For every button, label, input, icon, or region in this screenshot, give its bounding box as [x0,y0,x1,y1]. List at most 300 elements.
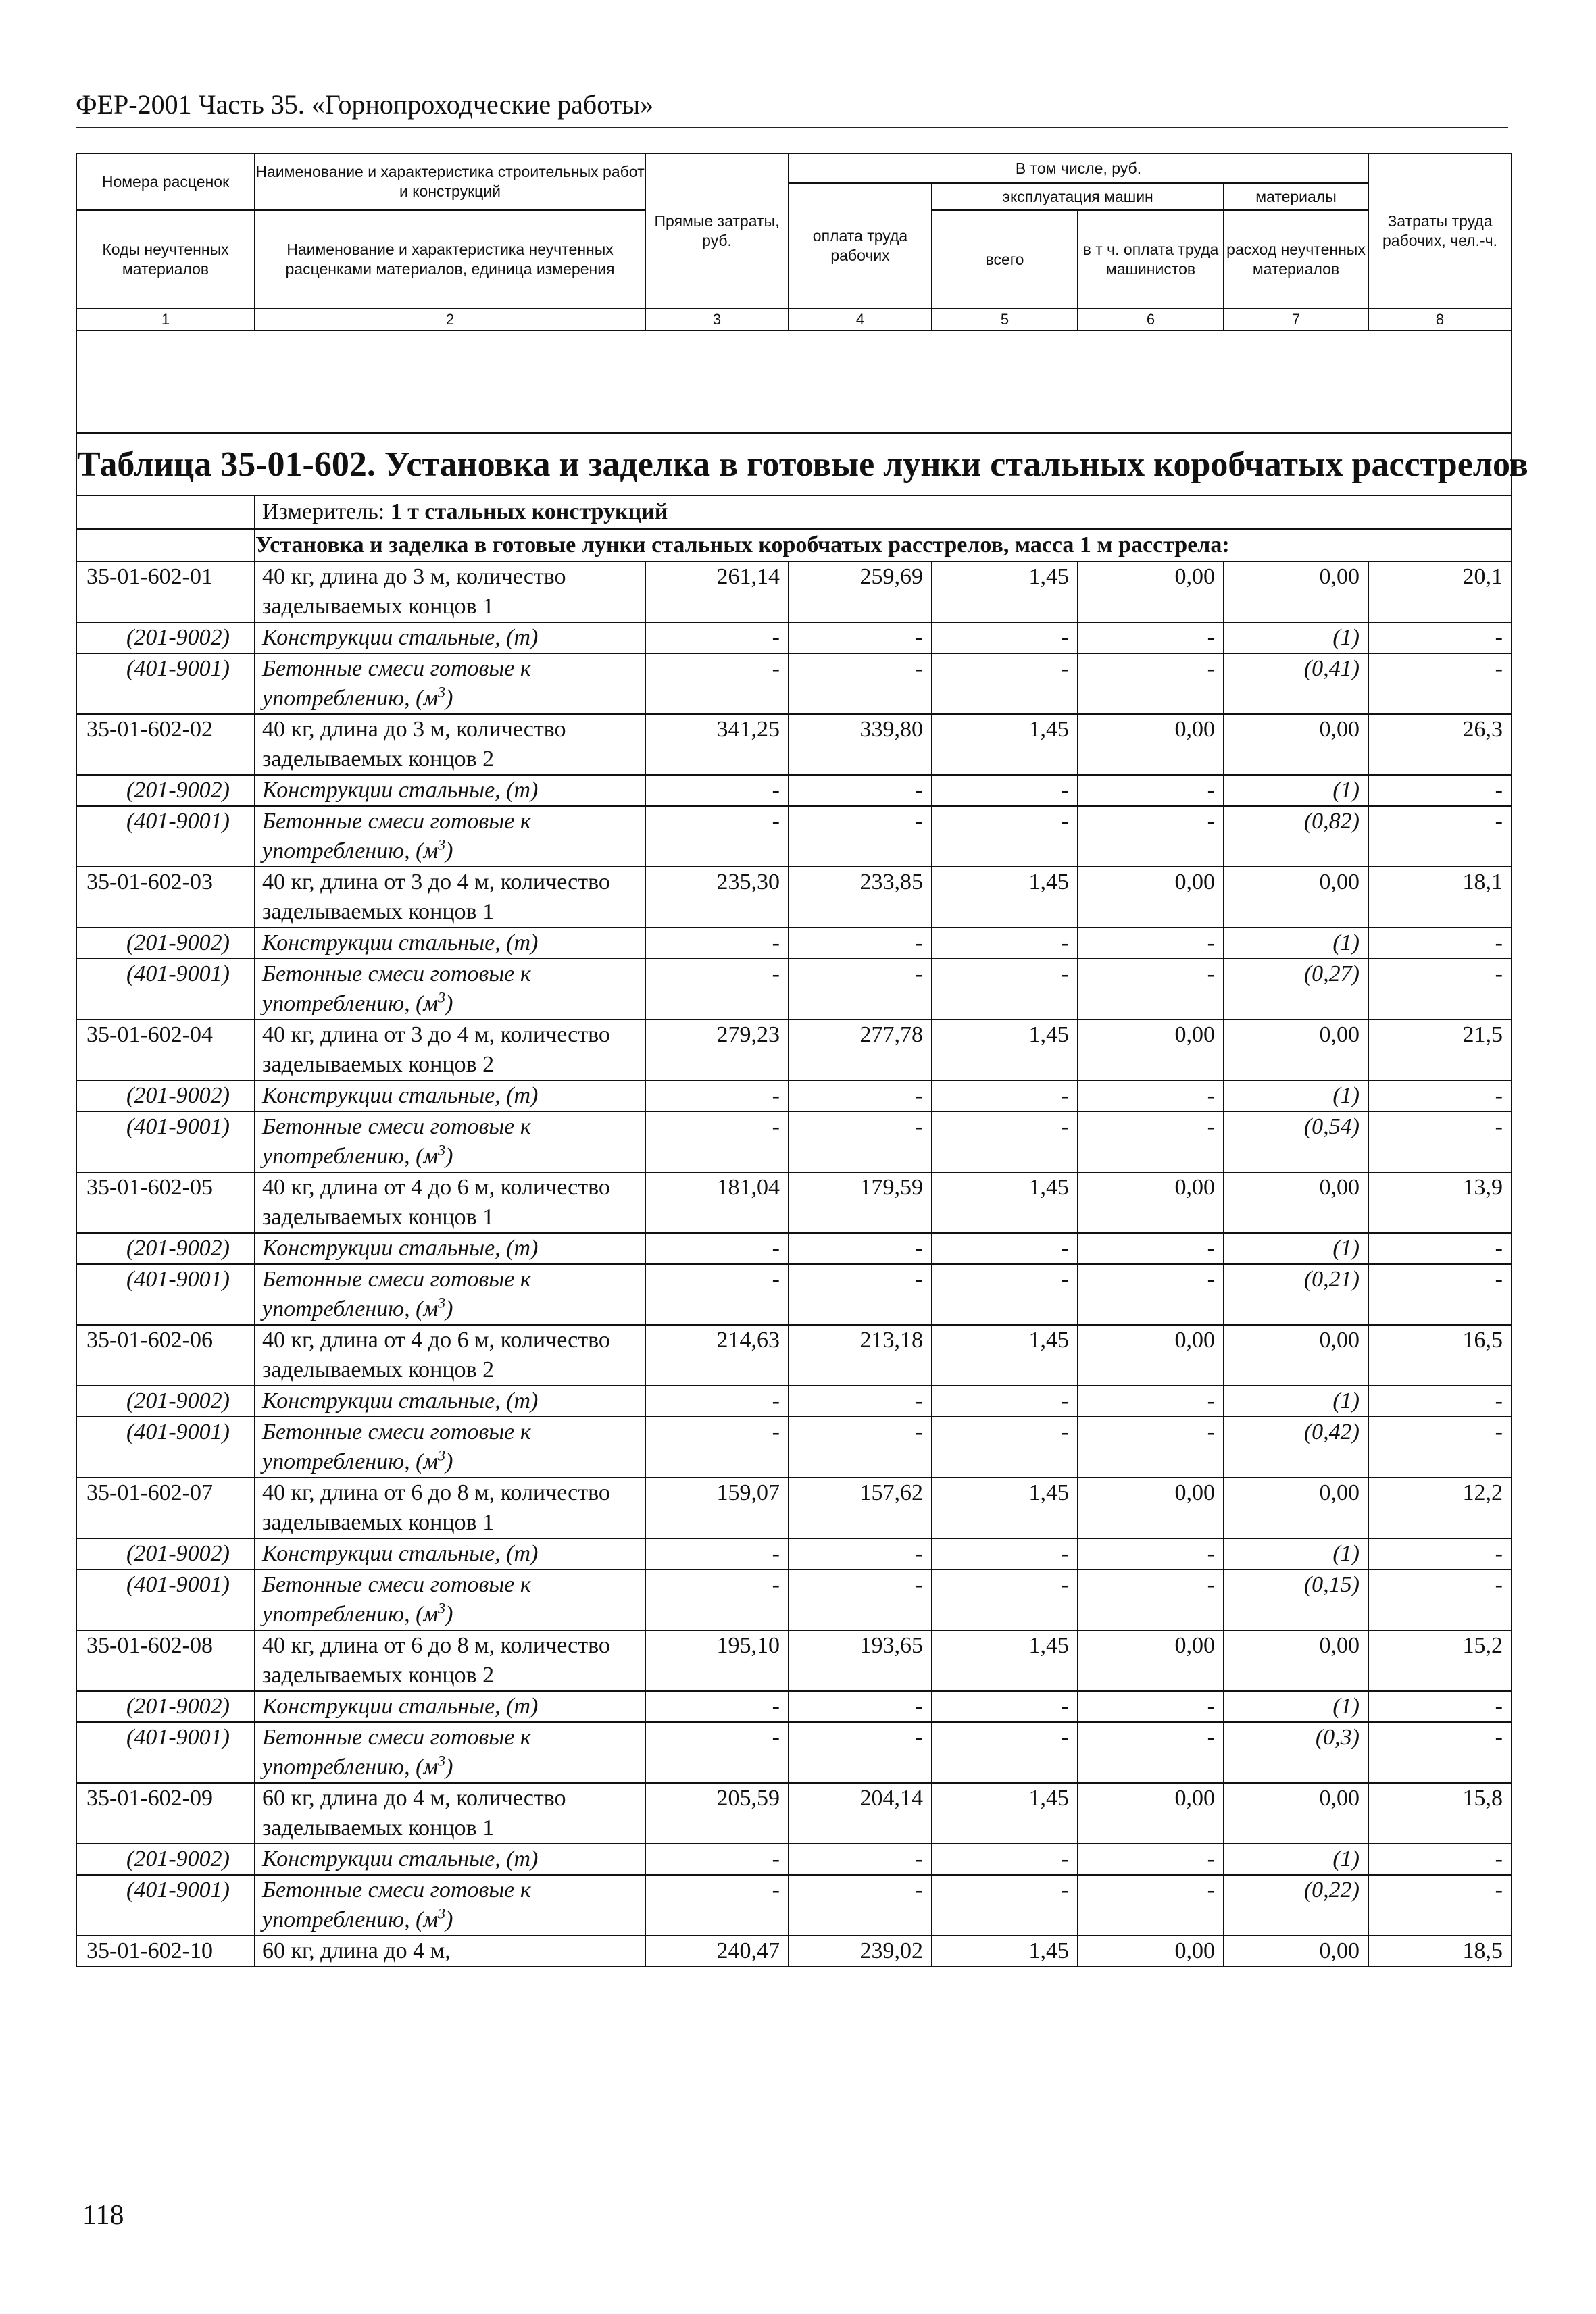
material-value: (1) [1224,928,1368,959]
material-description [255,1417,645,1478]
header-material-description: Наименование и характеристика неучтенных расценками материалов, единица измерения [255,210,645,309]
rate-code: 35-01-602-04 [76,1020,255,1080]
material-row [76,1233,1512,1264]
direct-costs: 235,30 [645,867,789,928]
material-value: - [1368,1080,1512,1111]
material-value: - [645,1875,789,1936]
column-number: 8 [1368,309,1512,330]
material-description [255,653,645,714]
material-description [255,1722,645,1783]
material-name: Бетонные смеси готовые к употреблению, (м [262,1267,531,1322]
table-title: Таблица 35-01-602. Установка и заделка в готовые лунки стальных коробчатых расстрелов [76,433,1512,495]
material-value: - [1078,1569,1224,1630]
material-value: - [1368,1875,1512,1936]
material-name: Конструкции стальные, (т) [262,1236,539,1261]
material-value: - [1078,1264,1224,1325]
material-row [76,959,1512,1020]
rate-description: 40 кг, длина от 6 до 8 м, количество заделываемых концов 2 [255,1630,645,1691]
machines-total: 1,45 [932,1172,1078,1233]
labor-hours: 13,9 [1368,1172,1512,1233]
material-value: - [645,1264,789,1325]
machinist-pay: 0,00 [1078,1325,1224,1386]
rate-code: 35-01-602-10 [76,1936,255,1967]
material-value: - [1368,1264,1512,1325]
header-material-consumption: расход неучтенных материалов [1224,210,1368,309]
material-value: - [1078,1417,1224,1478]
material-row [76,928,1512,959]
unit-exponent: 3 [438,1599,446,1617]
material-value: - [645,1538,789,1569]
material-value: - [932,1691,1078,1722]
material-value: - [789,928,932,959]
material-value: - [1078,622,1224,653]
material-row [76,1417,1512,1478]
material-value: - [932,1264,1078,1325]
material-value: - [789,1111,932,1172]
material-description [255,1233,645,1264]
material-value: - [645,1080,789,1111]
rate-code: 35-01-602-03 [76,867,255,928]
worker-pay: 179,59 [789,1172,932,1233]
material-name: Конструкции стальные, (т) [262,1388,539,1413]
material-value: - [645,622,789,653]
material-name: Бетонные смеси готовые к употреблению, (м [262,961,531,1016]
material-value: (0,3) [1224,1722,1368,1783]
header-worker-pay: оплата труда рабочих [789,183,932,309]
meter-blank-cell [76,495,255,529]
material-value: - [932,1722,1078,1783]
material-name: Конструкции стальные, (т) [262,1846,539,1871]
material-description [255,806,645,867]
header-direct-costs: Прямые затраты, руб. [645,153,789,309]
rate-description: 40 кг, длина от 4 до 6 м, количество заделываемых концов 2 [255,1325,645,1386]
materials-cost: 0,00 [1224,1478,1368,1538]
material-value: - [1368,1417,1512,1478]
material-code: (201-9002) [76,1233,255,1264]
header-rate-numbers: Номера расценок [76,153,255,210]
materials-cost: 0,00 [1224,714,1368,775]
material-value: (0,41) [1224,653,1368,714]
material-value: - [1078,1691,1224,1722]
material-code: (201-9002) [76,1080,255,1111]
rate-row [76,1172,1512,1233]
materials-cost: 0,00 [1224,1630,1368,1691]
worker-pay: 233,85 [789,867,932,928]
material-row [76,1111,1512,1172]
material-code: (401-9001) [76,1722,255,1783]
rate-code: 35-01-602-06 [76,1325,255,1386]
material-name: Конструкции стальные, (т) [262,930,539,955]
material-value: (1) [1224,1538,1368,1569]
rate-row [76,867,1512,928]
material-value: - [1368,1691,1512,1722]
unit-tail: ) [445,1297,453,1322]
material-value: - [645,1691,789,1722]
rates-table [76,153,1528,1967]
material-description [255,1080,645,1111]
materials-cost: 0,00 [1224,1783,1368,1844]
blank-area [76,330,1512,433]
rate-row [76,561,1512,622]
material-value: - [932,1538,1078,1569]
material-value: (0,21) [1224,1264,1368,1325]
material-value: - [645,775,789,806]
material-name: Бетонные смеси готовые к употреблению, (м [262,1572,531,1627]
direct-costs: 240,47 [645,1936,789,1967]
labor-hours: 12,2 [1368,1478,1512,1538]
column-number: 2 [255,309,645,330]
material-description [255,959,645,1020]
machinist-pay: 0,00 [1078,867,1224,928]
material-description [255,1875,645,1936]
labor-hours: 18,5 [1368,1936,1512,1967]
material-value: - [1368,775,1512,806]
material-code: (201-9002) [76,928,255,959]
material-value: - [789,1844,932,1875]
column-numbers-row [76,309,1512,330]
material-value: - [645,1569,789,1630]
material-value: - [932,1111,1078,1172]
material-value: - [1078,775,1224,806]
material-value: - [932,653,1078,714]
material-value: - [932,1417,1078,1478]
section-heading: Установка и заделка в готовые лунки стальных коробчатых расстрелов, масса 1 м расстрела: [255,529,1512,561]
materials-cost: 0,00 [1224,1936,1368,1967]
material-name: Конструкции стальные, (т) [262,1083,539,1108]
unit-tail: ) [445,1449,453,1474]
unit-exponent: 3 [438,1905,446,1922]
worker-pay: 277,78 [789,1020,932,1080]
section-blank-cell [76,529,255,561]
worker-pay: 239,02 [789,1936,932,1967]
material-value: - [1078,1875,1224,1936]
material-value: - [645,1417,789,1478]
material-code: (201-9002) [76,1538,255,1569]
direct-costs: 205,59 [645,1783,789,1844]
material-code: (401-9001) [76,806,255,867]
labor-hours: 20,1 [1368,561,1512,622]
machinist-pay: 0,00 [1078,1936,1224,1967]
material-description [255,1844,645,1875]
materials-cost: 0,00 [1224,1325,1368,1386]
material-value: - [1078,1111,1224,1172]
rate-code: 35-01-602-05 [76,1172,255,1233]
machines-total: 1,45 [932,1783,1078,1844]
rate-code: 35-01-602-07 [76,1478,255,1538]
material-code: (401-9001) [76,1875,255,1936]
material-description [255,1691,645,1722]
machines-total: 1,45 [932,1478,1078,1538]
unit-exponent: 3 [438,1141,446,1159]
material-value: - [1368,1111,1512,1172]
unit-tail: ) [445,991,453,1016]
unit-tail: ) [445,1602,453,1627]
rate-row [76,1783,1512,1844]
material-value: - [1078,928,1224,959]
material-code: (201-9002) [76,1844,255,1875]
material-value: - [932,1569,1078,1630]
material-description [255,1569,645,1630]
material-value: - [932,1080,1078,1111]
header-machines-total: всего [932,210,1078,309]
material-value: (1) [1224,1691,1368,1722]
material-value: (0,27) [1224,959,1368,1020]
material-value: - [789,1233,932,1264]
material-value: - [645,653,789,714]
material-value: - [1368,1844,1512,1875]
labor-hours: 18,1 [1368,867,1512,928]
material-code: (201-9002) [76,622,255,653]
material-value: (1) [1224,1080,1368,1111]
material-name: Бетонные смеси готовые к употреблению, (м [262,809,531,863]
unit-tail: ) [445,1755,453,1780]
direct-costs: 341,25 [645,714,789,775]
material-value: - [932,1386,1078,1417]
material-name: Бетонные смеси готовые к употреблению, (м [262,1725,531,1780]
material-row [76,622,1512,653]
rate-row [76,1325,1512,1386]
material-code: (401-9001) [76,1264,255,1325]
material-name: Конструкции стальные, (т) [262,1694,539,1719]
header-work-description: Наименование и характеристика строительных работ и конструкций [255,153,645,210]
material-value: - [1078,1233,1224,1264]
material-description [255,1111,645,1172]
material-value: - [789,1538,932,1569]
rate-row [76,714,1512,775]
material-name: Бетонные смеси готовые к употреблению, (м [262,1878,531,1932]
material-value: - [645,1233,789,1264]
unit-exponent: 3 [438,1294,446,1311]
measurement-prefix: Измеритель: [262,499,391,524]
column-number: 6 [1078,309,1224,330]
material-value: - [789,1875,932,1936]
material-description [255,1386,645,1417]
machinist-pay: 0,00 [1078,1478,1224,1538]
unit-tail: ) [445,1907,453,1932]
rate-row [76,1478,1512,1538]
materials-cost: 0,00 [1224,561,1368,622]
material-value: (0,22) [1224,1875,1368,1936]
material-value: (1) [1224,622,1368,653]
worker-pay: 157,62 [789,1478,932,1538]
direct-costs: 159,07 [645,1478,789,1538]
machinist-pay: 0,00 [1078,1020,1224,1080]
rate-row [76,1630,1512,1691]
material-value: (0,42) [1224,1417,1368,1478]
material-value: - [789,959,932,1020]
material-name: Бетонные смеси готовые к употреблению, (м [262,656,531,711]
material-description [255,622,645,653]
measurement-value: 1 т стальных конструкций [390,499,668,524]
material-value: - [932,622,1078,653]
material-value: - [645,959,789,1020]
machinist-pay: 0,00 [1078,561,1224,622]
unit-exponent: 3 [438,683,446,701]
rate-description: 40 кг, длина от 6 до 8 м, количество заделываемых концов 1 [255,1478,645,1538]
material-code: (401-9001) [76,959,255,1020]
material-value: - [1368,1722,1512,1783]
unit-tail: ) [445,1144,453,1169]
material-value: - [789,806,932,867]
direct-costs: 195,10 [645,1630,789,1691]
machinist-pay: 0,00 [1078,1172,1224,1233]
material-value: - [1368,622,1512,653]
material-value: - [1368,653,1512,714]
machinist-pay: 0,00 [1078,1630,1224,1691]
material-row [76,653,1512,714]
machines-total: 1,45 [932,1325,1078,1386]
material-value: - [932,1875,1078,1936]
material-name: Конструкции стальные, (т) [262,1541,539,1566]
machines-total: 1,45 [932,561,1078,622]
material-row [76,806,1512,867]
worker-pay: 259,69 [789,561,932,622]
rate-row [76,1020,1512,1080]
material-code: (201-9002) [76,1386,255,1417]
material-code: (401-9001) [76,1569,255,1630]
machinist-pay: 0,00 [1078,1783,1224,1844]
column-number: 7 [1224,309,1368,330]
material-value: - [645,1722,789,1783]
rate-description: 40 кг, длина до 3 м, количество заделываемых концов 1 [255,561,645,622]
material-value: - [1368,1386,1512,1417]
machines-total: 1,45 [932,867,1078,928]
rate-description: 40 кг, длина от 3 до 4 м, количество заделываемых концов 1 [255,867,645,928]
material-value: - [1368,1569,1512,1630]
materials-cost: 0,00 [1224,1172,1368,1233]
material-value: - [789,1080,932,1111]
page-number: 118 [82,2200,124,2231]
material-value: - [1078,1722,1224,1783]
material-value: - [932,775,1078,806]
material-value: - [789,1264,932,1325]
machines-total: 1,45 [932,714,1078,775]
material-name: Конструкции стальные, (т) [262,625,539,650]
material-value: - [932,806,1078,867]
worker-pay: 213,18 [789,1325,932,1386]
unit-exponent: 3 [438,1447,446,1464]
header-material-codes: Коды неучтенных материалов [76,210,255,309]
header-materials: материалы [1224,183,1368,210]
rate-description: 40 кг, длина от 4 до 6 м, количество заделываемых концов 1 [255,1172,645,1233]
material-value: (1) [1224,775,1368,806]
material-value: - [1368,928,1512,959]
material-row [76,1691,1512,1722]
material-row [76,1264,1512,1325]
rate-code: 35-01-602-09 [76,1783,255,1844]
rate-description: 40 кг, длина до 3 м, количество заделываемых концов 2 [255,714,645,775]
page-header: ФЕР-2001 Часть 35. «Горнопроходческие работы» [76,86,1508,128]
material-value: - [789,1569,932,1630]
material-value: - [1078,1386,1224,1417]
material-row [76,1538,1512,1569]
material-value: - [932,928,1078,959]
rate-row [76,1936,1512,1967]
unit-tail: ) [445,838,453,863]
direct-costs: 181,04 [645,1172,789,1233]
material-description [255,1538,645,1569]
rate-code: 35-01-602-08 [76,1630,255,1691]
material-value: - [645,806,789,867]
material-code: (401-9001) [76,653,255,714]
materials-cost: 0,00 [1224,867,1368,928]
header-including: В том числе, руб. [789,153,1368,183]
worker-pay: 193,65 [789,1630,932,1691]
labor-hours: 26,3 [1368,714,1512,775]
material-value: - [932,1844,1078,1875]
material-code: (401-9001) [76,1111,255,1172]
material-value: - [789,622,932,653]
material-code: (201-9002) [76,1691,255,1722]
column-number: 3 [645,309,789,330]
labor-hours: 16,5 [1368,1325,1512,1386]
material-code: (201-9002) [76,775,255,806]
material-value: - [1368,959,1512,1020]
material-value: - [789,1691,932,1722]
material-value: (1) [1224,1233,1368,1264]
machinist-pay: 0,00 [1078,714,1224,775]
measurement-unit [255,495,1512,529]
rate-code: 35-01-602-01 [76,561,255,622]
material-value: - [1078,653,1224,714]
direct-costs: 261,14 [645,561,789,622]
material-value: - [789,775,932,806]
material-value: - [1078,806,1224,867]
direct-costs: 214,63 [645,1325,789,1386]
unit-exponent: 3 [438,1752,446,1769]
material-row [76,1569,1512,1630]
header-machinist-pay: в т ч. оплата труда машинистов [1078,210,1224,309]
rate-description: 60 кг, длина до 4 м, [255,1936,645,1967]
materials-cost: 0,00 [1224,1020,1368,1080]
material-value: - [789,1722,932,1783]
unit-exponent: 3 [438,836,446,853]
material-value: - [1078,1844,1224,1875]
material-value: - [645,1844,789,1875]
header-labor-hours: Затраты труда рабочих, чел.-ч. [1368,153,1512,309]
machines-total: 1,45 [932,1936,1078,1967]
material-name: Бетонные смеси готовые к употреблению, (м [262,1419,531,1474]
column-number: 5 [932,309,1078,330]
worker-pay: 204,14 [789,1783,932,1844]
rate-code: 35-01-602-02 [76,714,255,775]
material-row [76,1386,1512,1417]
machines-total: 1,45 [932,1020,1078,1080]
material-description [255,775,645,806]
material-value: - [1368,806,1512,867]
material-value: - [1078,1080,1224,1111]
material-value: (1) [1224,1844,1368,1875]
material-row [76,1844,1512,1875]
material-value: - [932,959,1078,1020]
material-value: - [789,1386,932,1417]
rate-description: 40 кг, длина от 3 до 4 м, количество заделываемых концов 2 [255,1020,645,1080]
material-row [76,1080,1512,1111]
material-value: (0,15) [1224,1569,1368,1630]
material-row [76,775,1512,806]
material-value: - [645,1111,789,1172]
material-value: (1) [1224,1386,1368,1417]
material-value: - [1368,1233,1512,1264]
material-value: - [645,1386,789,1417]
material-value: - [789,1417,932,1478]
material-value: (0,54) [1224,1111,1368,1172]
material-value: - [645,928,789,959]
rate-description: 60 кг, длина до 4 м, количество заделываемых концов 1 [255,1783,645,1844]
material-value: - [1368,1538,1512,1569]
material-row [76,1722,1512,1783]
column-number: 1 [76,309,255,330]
